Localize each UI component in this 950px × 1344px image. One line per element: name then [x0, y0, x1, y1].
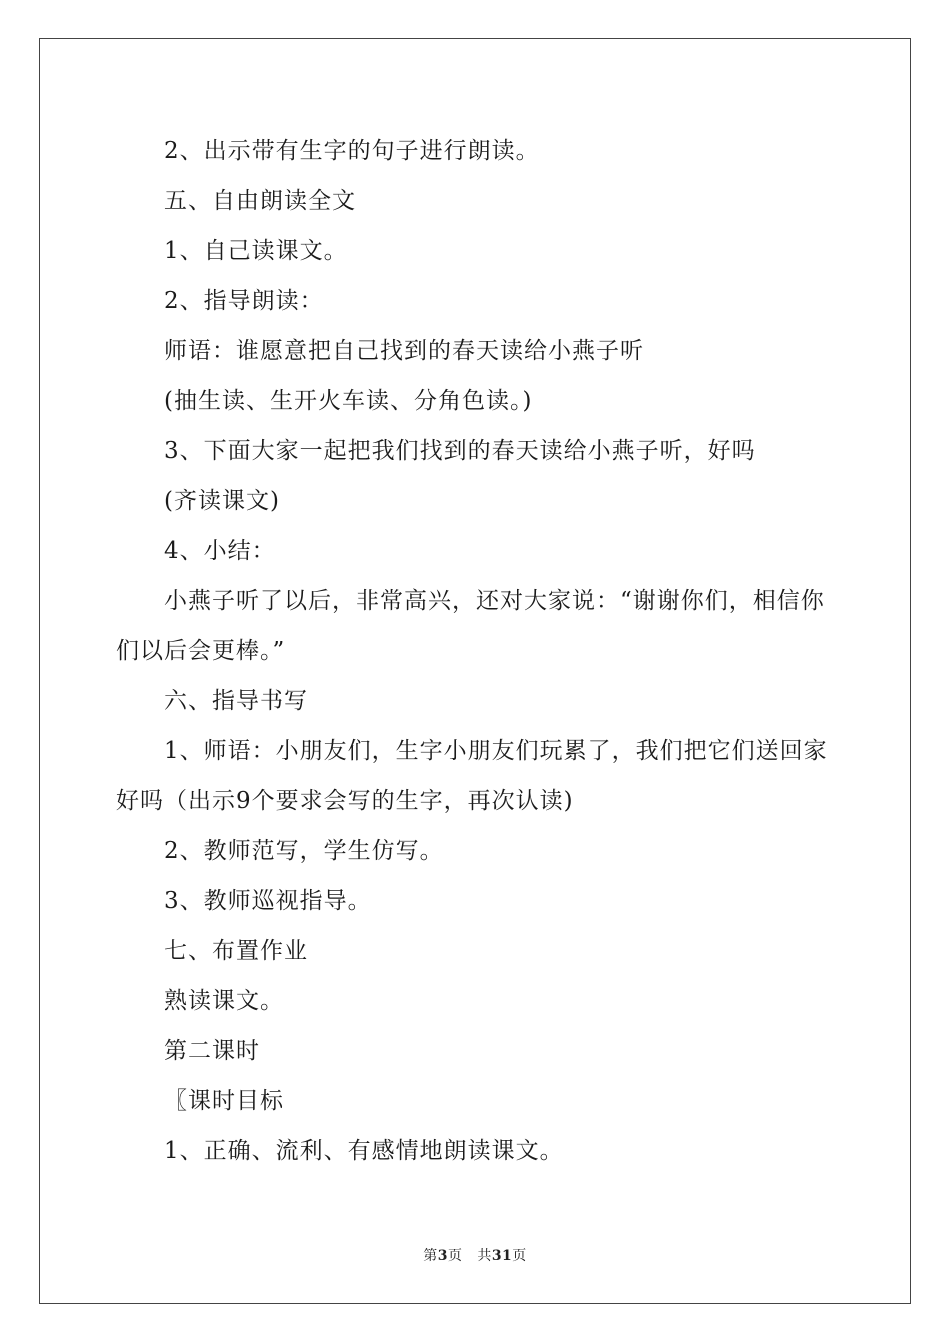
text-line: 1、正确、流利、有感情地朗读课文。 [164, 1138, 564, 1164]
text-line: 3、教师巡视指导。 [164, 888, 372, 914]
text-line: 2、出示带有生字的句子进行朗读。 [164, 138, 540, 164]
text-line: 1、自己读课文。 [164, 238, 348, 264]
total-pages: 31 [491, 1248, 513, 1264]
text-line: 1、师语：小朋友们，生字小朋友们玩累了，我们把它们送回家 [164, 738, 828, 764]
section-heading: 第二课时 [164, 1038, 260, 1064]
text-line: (抽生读、生开火车读、分角色读。) [164, 388, 533, 414]
text-line: 熟读课文。 [164, 988, 284, 1014]
section-heading: 五、自由朗读全文 [164, 188, 356, 214]
text-line: 4、小结： [164, 538, 276, 564]
page-suffix: 页 [447, 1248, 463, 1264]
document-body [116, 126, 836, 1176]
section-heading: 七、布置作业 [164, 938, 308, 964]
text-line: 2、指导朗读： [164, 288, 324, 314]
page-number: 3 [437, 1248, 448, 1264]
total-suffix: 页 [512, 1248, 527, 1264]
text-line: 师语：谁愿意把自己找到的春天读给小燕子听 [164, 338, 644, 364]
text-line: 好吗（出示9个要求会写的生字，再次认读) [116, 788, 574, 814]
text-line: 〖课时目标 [164, 1088, 284, 1114]
total-prefix: 共 [477, 1248, 492, 1264]
text-line: 2、教师范写，学生仿写。 [164, 838, 444, 864]
text-line: 3、下面大家一起把我们找到的春天读给小燕子听，好吗 [164, 438, 756, 464]
text-line: 们以后会更棒。” [116, 638, 286, 664]
text-line: (齐读课文) [164, 488, 280, 514]
section-heading: 六、指导书写 [164, 688, 308, 714]
page-prefix: 第 [423, 1248, 438, 1264]
text-line: 小燕子听了以后，非常高兴，还对大家说：“谢谢你们，相信你 [164, 588, 825, 614]
page-footer [0, 1245, 950, 1265]
